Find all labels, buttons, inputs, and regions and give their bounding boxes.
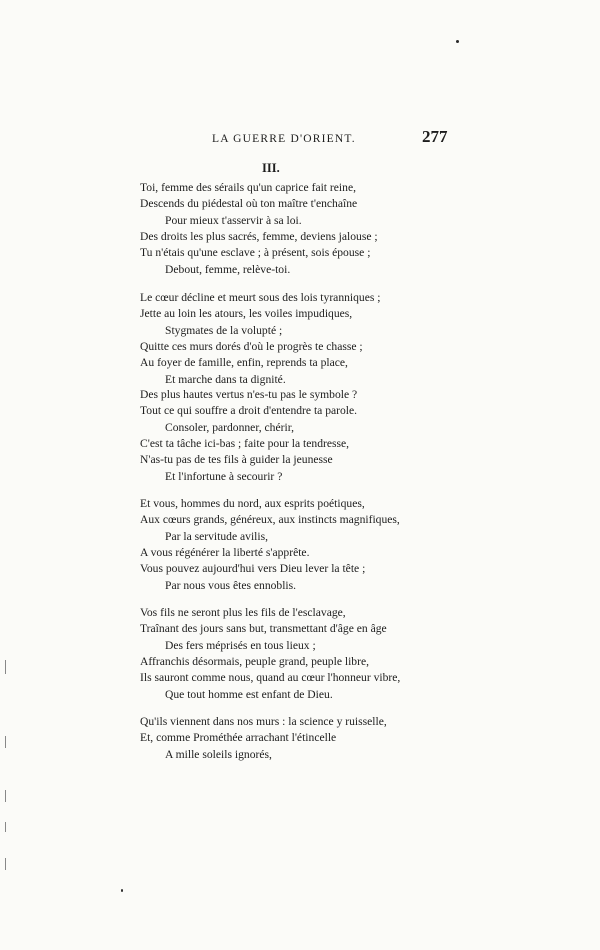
- page-number: 277: [422, 127, 448, 146]
- verse-line: Et vous, hommes du nord, aux esprits poétiques,: [140, 497, 365, 510]
- scan-edge-mark: [5, 858, 6, 870]
- verse-line: Tout ce qui souffre a droit d'entendre ta parole.: [140, 404, 358, 417]
- verse-line: Affranchis désormais, peuple grand, peuple libre,: [140, 655, 370, 668]
- verse-line: Tu n'étais qu'une esclave ; à présent, sois épouse ;: [140, 246, 371, 259]
- scan-edge-mark: [5, 736, 6, 748]
- verse-line: Debout, femme, relève-toi.: [165, 263, 291, 276]
- verse-line: Des droits les plus sacrés, femme, deviens jalouse ;: [140, 230, 378, 243]
- verse-line: Aux cœurs grands, généreux, aux instincts magnifiques,: [140, 513, 400, 526]
- verse-line: Descends du piédestal où ton maître t'enchaîne: [140, 197, 358, 210]
- scan-edge-mark: [5, 822, 6, 832]
- print-speck: [121, 889, 123, 892]
- verse-line: Toi, femme des sérails qu'un caprice fait reine,: [140, 181, 356, 194]
- verse-line: Que tout homme est enfant de Dieu.: [165, 688, 333, 701]
- verse-line: C'est ta tâche ici-bas ; faite pour la tendresse,: [140, 437, 350, 450]
- verse-line: Pour mieux t'asservir à sa loi.: [165, 214, 302, 227]
- verse-line: Et l'infortune à secourir ?: [165, 470, 283, 483]
- verse-line: Et marche dans ta dignité.: [165, 373, 286, 386]
- verse-line: Le cœur décline et meurt sous des lois tyranniques ;: [140, 291, 381, 304]
- verse-line: Jette au loin les atours, les voiles impudiques,: [140, 307, 353, 320]
- verse-line: N'as-tu pas de tes fils à guider la jeunesse: [140, 453, 333, 466]
- verse-line: Vous pouvez aujourd'hui vers Dieu lever la tête ;: [140, 562, 366, 575]
- verse-line: Quitte ces murs dorés d'où le progrès te chasse ;: [140, 340, 363, 353]
- verse-line: Vos fils ne seront plus les fils de l'esclavage,: [140, 606, 346, 619]
- verse-line: Des fers méprisés en tous lieux ;: [165, 639, 316, 652]
- scan-edge-mark: [5, 660, 6, 674]
- section-numeral: III.: [262, 161, 280, 175]
- verse-line: Des plus hautes vertus n'es-tu pas le symbole ?: [140, 388, 358, 401]
- verse-line: Stygmates de la volupté ;: [165, 324, 283, 337]
- verse-line: Ils sauront comme nous, quand au cœur l'honneur vibre,: [140, 671, 401, 684]
- verse-line: Traînant des jours sans but, transmettant d'âge en âge: [140, 622, 387, 635]
- verse-line: Consoler, pardonner, chérir,: [165, 421, 294, 434]
- verse-line: Au foyer de famille, enfin, reprends ta place,: [140, 356, 348, 369]
- verse-line: Par la servitude avilis,: [165, 530, 269, 543]
- scan-edge-mark: [5, 790, 6, 802]
- print-speck: [456, 40, 459, 43]
- running-title: LA GUERRE D'ORIENT.: [212, 133, 356, 145]
- verse-line: Et, comme Prométhée arrachant l'étincelle: [140, 731, 337, 744]
- verse-line: Par nous vous êtes ennoblis.: [165, 579, 297, 592]
- verse-line: Qu'ils viennent dans nos murs : la science y ruisselle,: [140, 715, 387, 728]
- verse-line: A mille soleils ignorés,: [165, 748, 272, 761]
- verse-line: A vous régénérer la liberté s'apprête.: [140, 546, 310, 559]
